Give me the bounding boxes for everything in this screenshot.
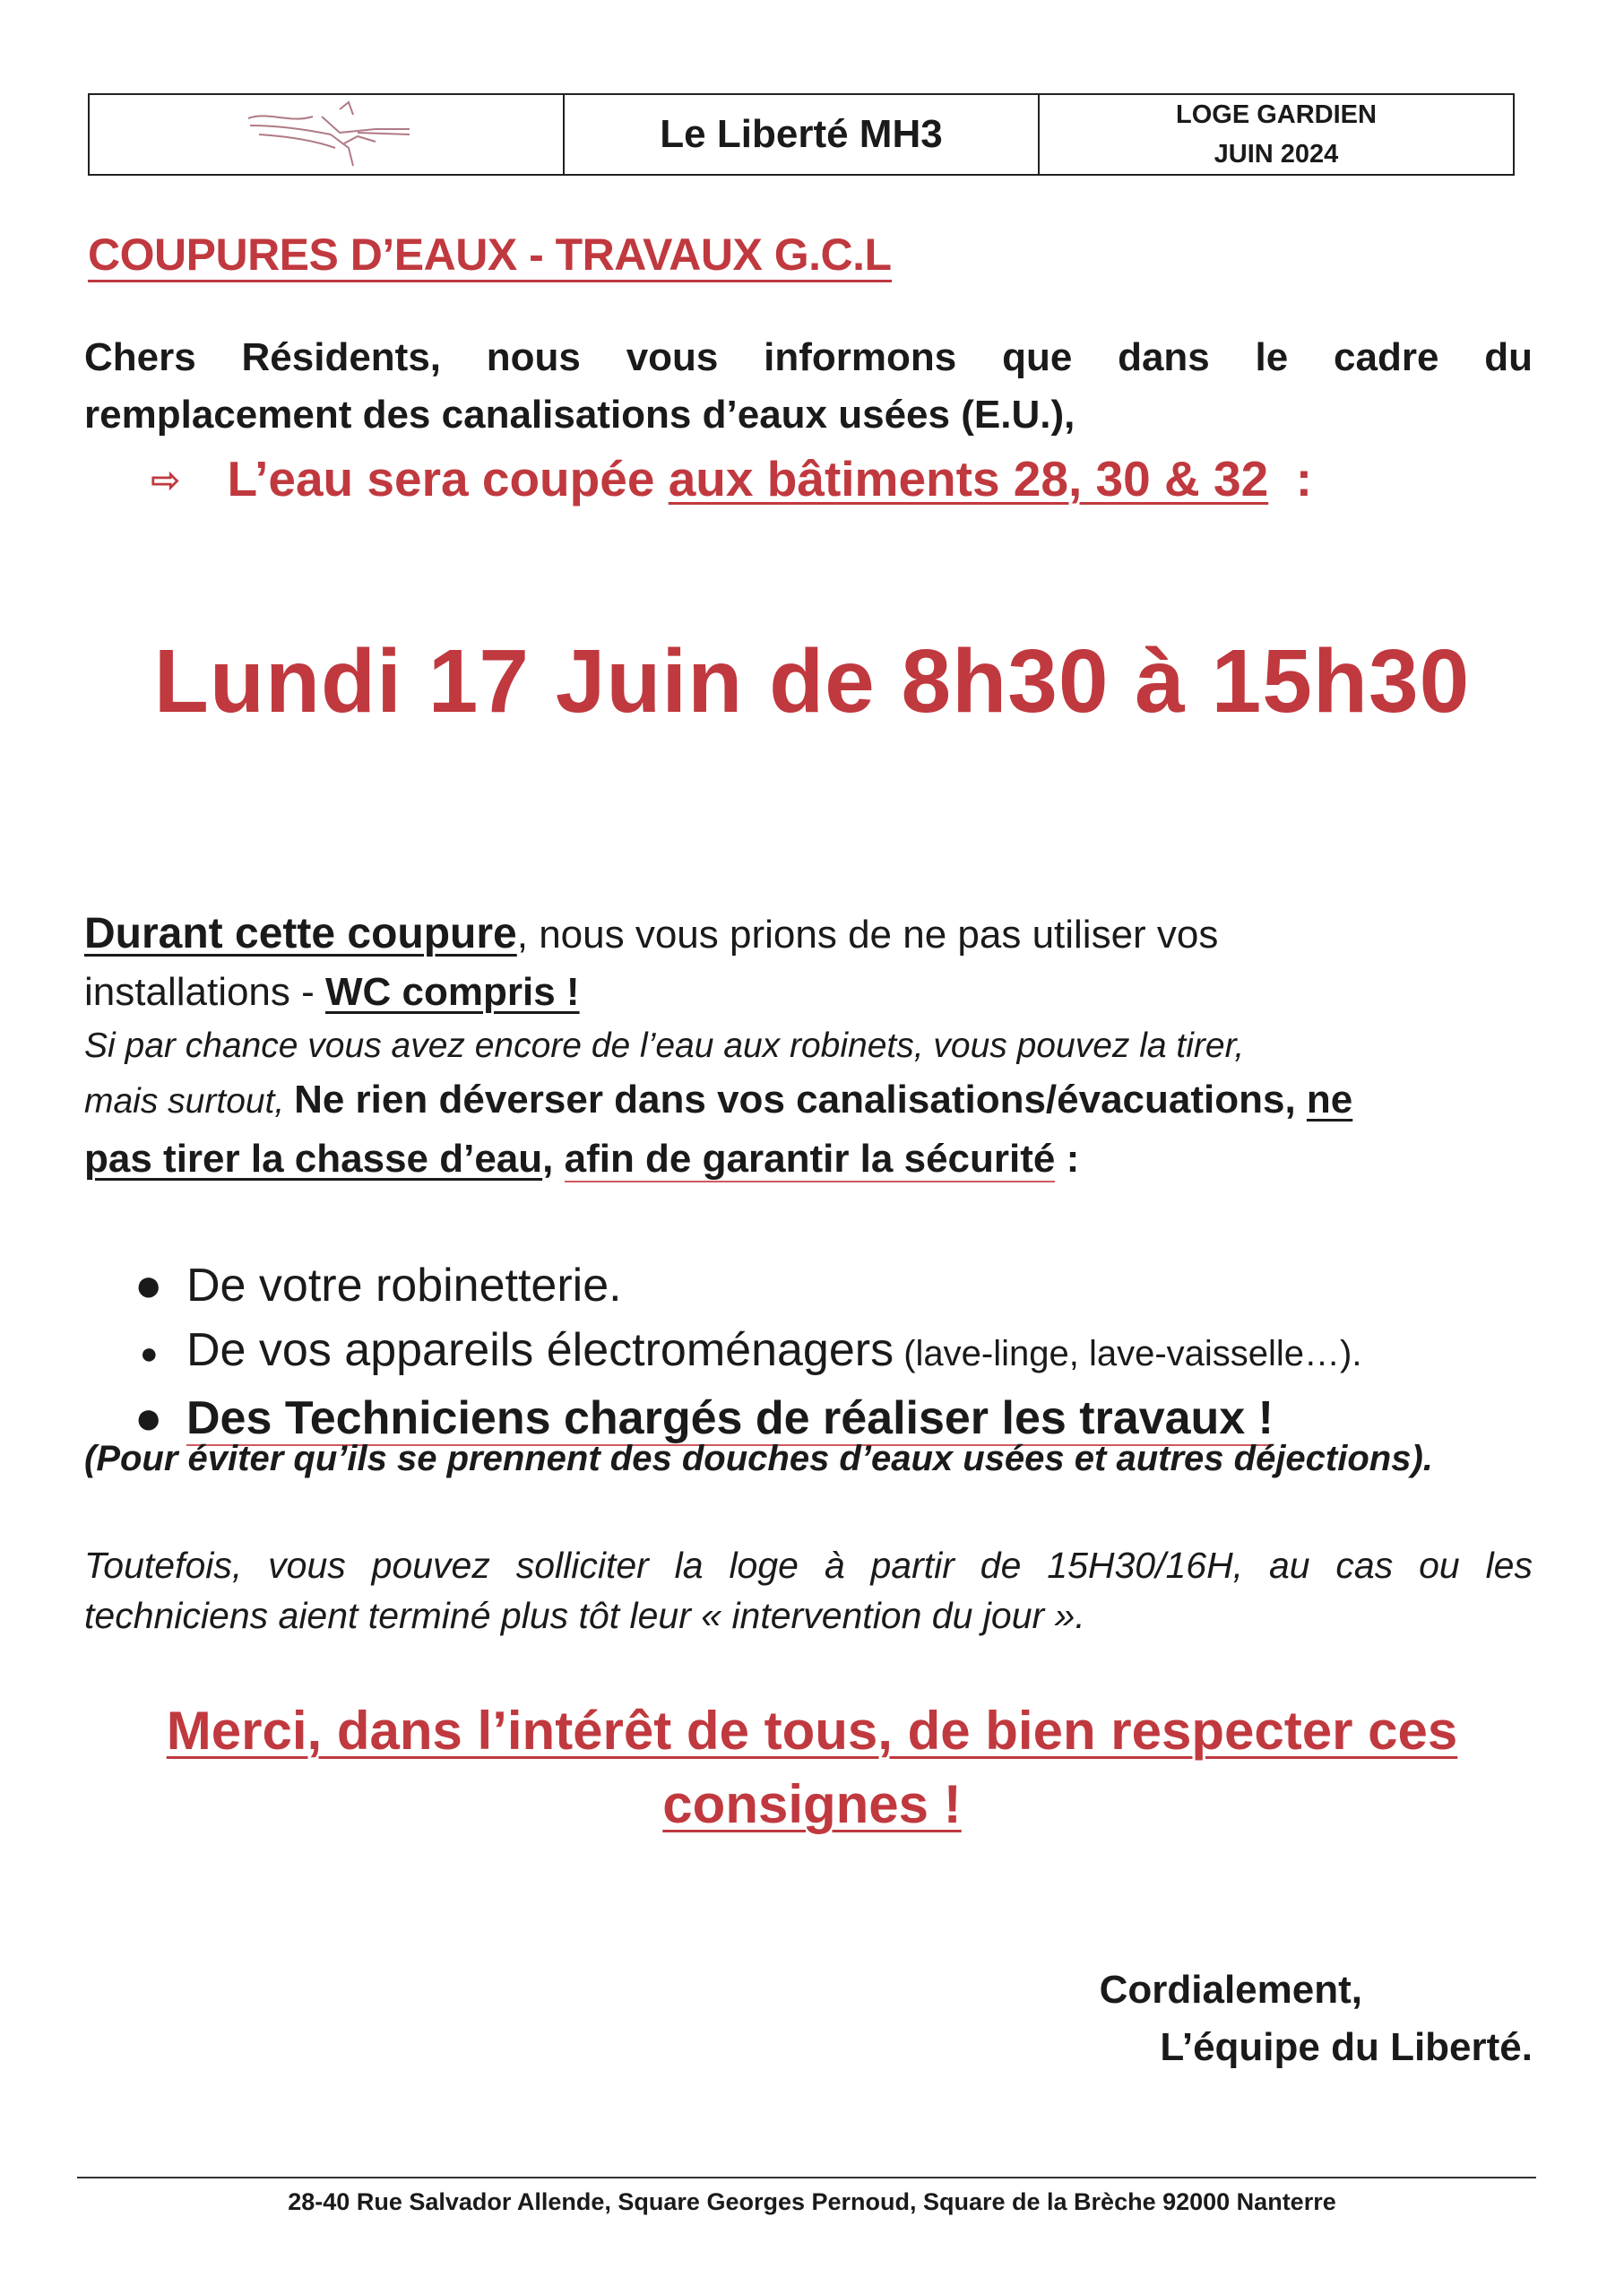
bullet-text-2: De vos appareils électroménagers <box>186 1324 894 1376</box>
shutoff-line <box>151 450 1312 509</box>
list-item <box>134 1318 1361 1386</box>
during-line-1 <box>84 905 1554 964</box>
shutoff-lead: L’eau sera coupée <box>227 451 655 507</box>
issue-date: JUIN 2024 <box>1214 140 1339 169</box>
intro-line-1: Chers Résidents, nous vous informons que dans le cadre du <box>84 335 1533 379</box>
during-pas-tirer: pas tirer la chasse d’eau <box>84 1137 543 1181</box>
wc-warning: WC compris ! <box>325 970 580 1014</box>
toutefois-line-2: techniciens aient terminé plus tôt leur « intervention du jour ». <box>84 1595 1085 1636</box>
residence-name: Le Liberté MH3 <box>565 95 1040 174</box>
intro-line-2: remplacement des canalisations d’eaux usées (E.U.), <box>84 393 1075 437</box>
bullet-text-1: De votre robinetterie. <box>186 1260 622 1312</box>
footer-address: 28-40 Rue Salvador Allende, Square Georges Pernoud, Square de la Brèche 92000 Nanterre <box>288 2188 1336 2215</box>
during-ne: ne <box>1306 1078 1353 1122</box>
signature <box>1100 1962 1533 2076</box>
toutefois-paragraph <box>84 1540 1533 1641</box>
safety-list <box>134 1253 1361 1451</box>
right-arrow-icon: ⇨ <box>151 461 181 500</box>
during-line-2 <box>84 964 1554 1021</box>
list-item <box>134 1253 1361 1318</box>
merci-line-1: Merci, dans l’intérêt de tous, de bien respecter ces <box>166 1701 1458 1761</box>
closing-request <box>0 1694 1624 1841</box>
during-colon: : <box>1055 1137 1080 1181</box>
bullet-icon: ● <box>140 1337 159 1371</box>
header-table <box>88 93 1515 176</box>
toutefois-line-1: Toutefois, vous pouvez solliciter la loge à partir de 15H30/16H, au cas ou les <box>84 1545 1533 1586</box>
office-date-cell <box>1040 95 1513 174</box>
bullet-icon: ● <box>134 1392 163 1444</box>
footer-divider <box>77 2177 1536 2178</box>
during-paragraph <box>84 905 1554 1188</box>
bullet-icon: ● <box>134 1260 163 1312</box>
shutoff-buildings: aux bâtiments 28, 30 & 32 <box>668 451 1269 507</box>
during-warning: Ne rien déverser dans vos canalisations/évacuations, <box>294 1078 1307 1122</box>
le-liberte-logo-icon <box>241 99 411 170</box>
signature-line-2: L’équipe du Liberté. <box>1160 2025 1533 2069</box>
page-title: COUPURES D’EAUX - TRAVAUX G.C.L <box>88 230 892 282</box>
during-afin: afin de garantir la sécurité <box>564 1137 1056 1181</box>
note-text: (Pour éviter qu’ils se prennent des douches d’eaux usées et autres déjections). <box>84 1439 1433 1478</box>
during-comma: , <box>542 1137 565 1181</box>
during-text-2: installations - <box>84 970 326 1014</box>
during-heading: Durant cette coupure <box>84 910 517 957</box>
office-label: LOGE GARDIEN <box>1176 100 1377 129</box>
shutoff-colon: : <box>1295 451 1313 507</box>
during-text-1: , nous vous prions de ne pas utiliser vos <box>516 913 1219 957</box>
logo-cell <box>90 95 565 174</box>
bullet-text-3: Des Techniciens chargés de réaliser les travaux ! <box>186 1392 1274 1444</box>
during-italic-1: Si par chance vous avez encore de l’eau aux robinets, vous pouvez la tirer, <box>84 1026 1245 1065</box>
during-italic-2: mais surtout, <box>84 1082 295 1121</box>
merci-line-2: consignes ! <box>662 1774 962 1834</box>
signature-line-1: Cordialement, <box>1099 1968 1362 2012</box>
during-line-4 <box>84 1071 1554 1130</box>
during-line-5 <box>84 1130 1554 1188</box>
bullet-text-2-detail: (lave-linge, lave-vaisselle…). <box>894 1334 1362 1373</box>
shutoff-date: Lundi 17 Juin de 8h30 à 15h30 <box>153 631 1471 732</box>
